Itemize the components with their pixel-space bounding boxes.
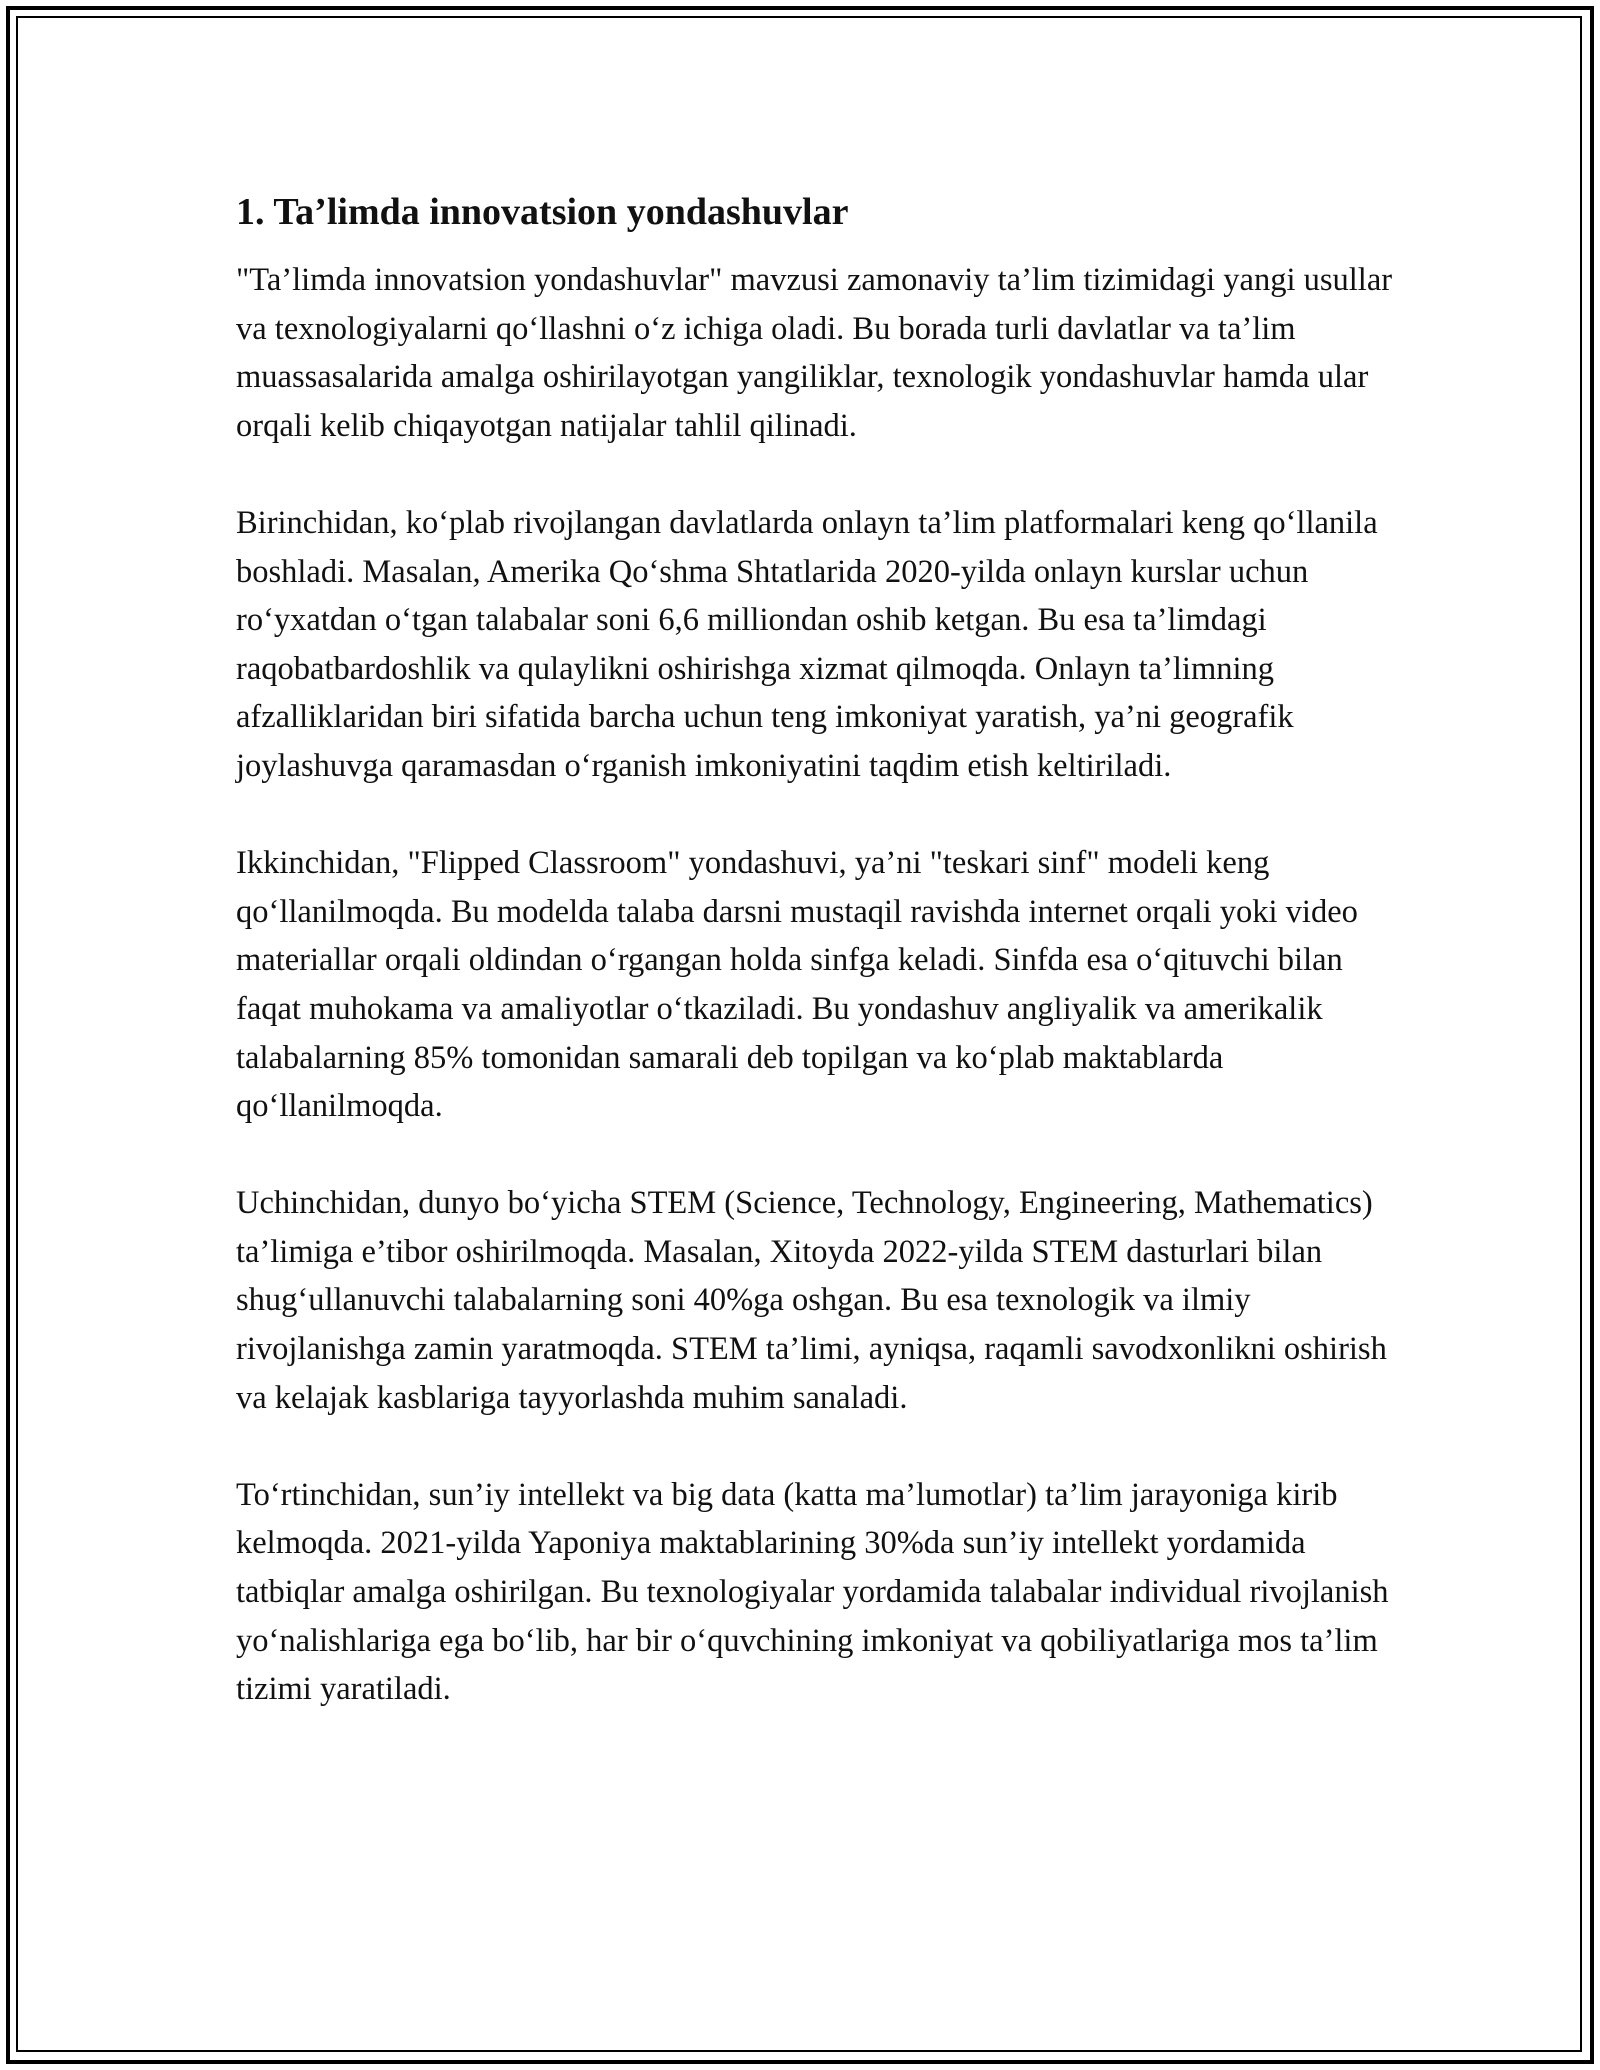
paragraph-intro: "Ta’limda innovatsion yondashuvlar" mavzusi zamonaviy ta’lim tizimidagi yangi usullar va texnologiyalarni qo‘llashni o‘z ichiga oladi. Bu borada turli davlatlar va ta’lim muassasalarida amalga oshirilayotgan yangiliklar, texnologik yondashuvlar hamda ular orqali kelib chiqayotgan natijalar tahlil qilinadi. xyxy=(236,262,1393,444)
section-heading: 1. Ta’limda innovatsion yondashuvlar xyxy=(236,191,849,233)
paragraph-fourth: To‘rtinchidan, sun’iy intellekt va big data (katta ma’lumotlar) ta’lim jarayoniga kirib kelmoqda. 2021-yilda Yaponiya maktablarining 30%da sun’iy intellekt yordamida tatbiqlar amalga oshirilgan. Bu texnologiyalar yordamida talabalar individual rivojlanish yo‘nalishlariga ega bo‘lib, har bir o‘quvchining imkoniyat va qobiliyatlariga mos ta’lim tizimi yaratiladi. xyxy=(236,1476,1389,1708)
paragraph-first: Birinchidan, ko‘plab rivojlangan davlatlarda onlayn ta’lim platformalari keng qo‘llanila boshladi. Masalan, Amerika Qo‘shma Shtatlarida 2020-yilda onlayn kurslar uchun ro‘yxatdan o‘tgan talabalar soni 6,6 milliondan oshib ketgan. Bu esa ta’limdagi raqobatbardoshlik va qulaylikni oshirishga xizmat qilmoqda. Onlayn ta’limning afzalliklaridan biri sifatida barcha uchun teng imkoniyat yaratish, ya’ni geografik joylashuvga qaramasdan o‘rganish imkoniyatini taqdim etish keltiriladi. xyxy=(236,504,1378,784)
document-body xyxy=(236,188,1396,1714)
paragraph-second: Ikkinchidan, "Flipped Classroom" yondashuvi, ya’ni "teskari sinf" modeli keng qo‘llanilmoqda. Bu modelda talaba darsni mustaqil ravishda internet orqali yoki video materiallar orqali oldindan o‘rgangan holda sinfga keladi. Sinfda esa o‘qituvchi bilan faqat muhokama va amaliyotlar o‘tkaziladi. Bu yondashuv angliyalik va amerikalik talabalarning 85% tomonidan samarali deb topilgan va ko‘plab maktablarda qo‘llanilmoqda. xyxy=(236,845,1358,1125)
paragraph-third: Uchinchidan, dunyo bo‘yicha STEM (Science, Technology, Engineering, Mathematics) ta’limiga e’tibor oshirilmoqda. Masalan, Xitoyda 2022-yilda STEM dasturlari bilan shug‘ullanuvchi talabalarning soni 40%ga oshgan. Bu esa texnologik va ilmiy rivojlanishga zamin yaratmoqda. STEM ta’limi, ayniqsa, raqamli savodxonlikni oshirish va kelajak kasblariga tayyorlashda muhim sanaladi. xyxy=(236,1185,1387,1416)
